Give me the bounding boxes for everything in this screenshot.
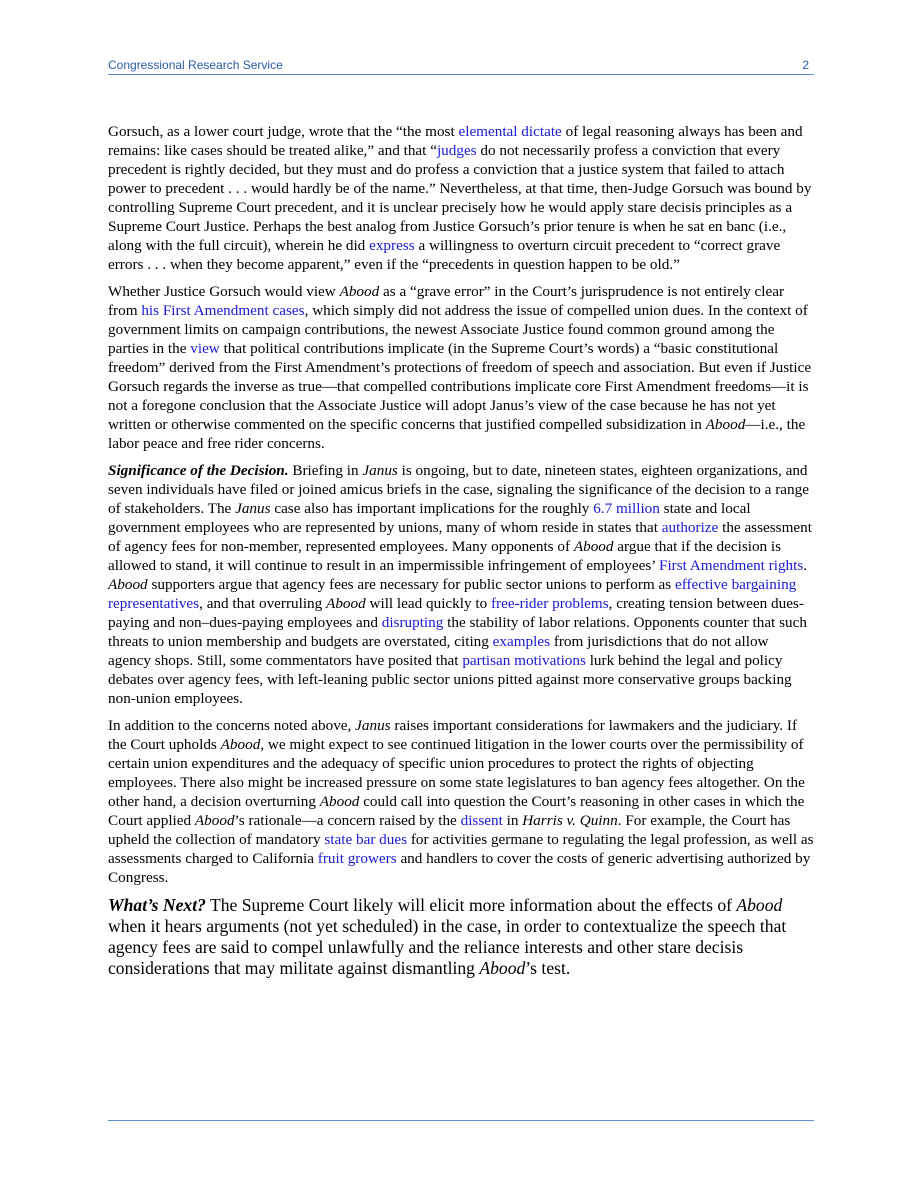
link-examples[interactable]: examples	[492, 633, 551, 650]
paragraph-gorsuch-precedent: Gorsuch, as a lower court judge, wrote that the “the most elemental dictate of legal reasoning always has been and remains: like cases should be treated alike,” and that “judges do not necessarily profess a conviction that every precedent is rightly decided, but they must and do profess a conviction that a justice system that failed to attach power to precedent . . . would hardly be of the name.” Nevertheless, at that time, then-Judge Gorsuch was bound by controlling Supreme Court precedent, and it is unclear precisely how he would apply stare decisis principles as a Supreme Court Justice. Perhaps the best analog from Justice Gorsuch’s prior tenure is when he sat en banc (i.e., along with the full circuit), wherein he did express a willingness to overturn circuit precedent to “correct grave errors . . . when they become apparent,” even if the “precedents in question happen to be old.”	[108, 123, 812, 273]
link-partisan-motivations[interactable]: partisan motivations	[462, 652, 586, 669]
paragraph-considerations: In addition to the concerns noted above, Janus raises important considerations for lawmakers and the judiciary. If the Court upholds Abood, we might expect to see continued litigation in the lower courts over the permissibility of certain union expenditures and the adequacy of specific union procedures to protect the rights of objecting employees. There also might be increased pressure on some state legislatures to ban agency fees altogether. On the other hand, a decision overturning Abood could call into question the Court’s reasoning in other cases in which the Court applied Abood’s rationale—a concern raised by the dissent in Harris v. Quinn. For example, the Court has upheld the collection of mandatory state bar dues for activities germane to regulating the legal profession, as well as assessments charged to California fruit growers and handlers to cover the costs of generic advertising authorized by Congress.	[108, 717, 814, 886]
paragraph-grave-error: Whether Justice Gorsuch would view Abood as a “grave error” in the Court’s jurisprudence is not entirely clear from his First Amendment cases, which simply did not address the issue of compelled union dues. In the context of government limits on campaign contributions, the newest Associate Justice found common ground among the parties in the view that political contributions implicate (in the Supreme Court’s words) a “basic constitutional freedom” derived from the First Amendment’s protections of freedom of speech and association. But even if Justice Gorsuch regards the inverse as true—that compelled contributions implicate core First Amendment freedoms—it is not a foregone conclusion that the Associate Justice will adopt Janus’s view of the case because he has not yet written or otherwise commented on the specific concerns that justified compelled subsidization in Abood—i.e., the labor peace and free rider concerns.	[108, 283, 812, 452]
link-view[interactable]: view	[190, 340, 220, 357]
header-source: Congressional Research Service	[108, 58, 283, 72]
paragraph-significance: Significance of the Decision. Briefing in Janus is ongoing, but to date, nineteen states, eighteen organizations, and seven individuals have filed or joined amicus briefs in the case, signaling the significance of the decision to a range of stakeholders. The Janus case also has important implications for the roughly 6.7 million state and local government employees who are represented by unions, many of whom reside in states that authorize the assessment of agency fees for non-member, represented employees. Many opponents of Abood argue that if the decision is allowed to stand, it will continue to result in an impermissible infringement of employees’ First Amendment rights. Abood supporters argue that agency fees are necessary for public sector unions to perform as effective bargaining representatives, and that overruling Abood will lead quickly to free-rider problems, creating tension between dues-paying and non–dues-paying employees and disrupting the stability of labor relations. Opponents counter that such threats to union membership and budgets are overstated, citing examples from jurisdictions that do not allow agency shops. Still, some commentators have posited that partisan motivations lurk behind the legal and policy debates over agency fees, with left-leaning public sector unions pitted against more conservative groups backing non-union employees.	[108, 462, 812, 707]
page-header	[108, 58, 814, 74]
header-rule	[108, 74, 814, 75]
link-judges[interactable]: judges	[436, 142, 477, 159]
link-first-amendment-cases[interactable]: his First Amendment cases	[141, 302, 305, 319]
link-first-amendment-rights[interactable]: First Amendment rights	[659, 557, 804, 574]
link-free-rider-problems[interactable]: free-rider problems	[490, 595, 609, 612]
section-heading-significance: Significance of the Decision.	[108, 462, 289, 479]
link-6-7-million[interactable]: 6.7 million	[593, 500, 660, 517]
paragraph-whats-next: What’s Next? The Supreme Court likely will elicit more information about the effects of Abood when it hears arguments (not yet scheduled) in the case, in order to contextualize the speech that agency fees are said to compel unlawfully and the reliance interests and other stare decisis considerations that may militate against dismantling Abood’s test.	[108, 895, 787, 978]
link-authorize[interactable]: authorize	[661, 519, 719, 536]
page-number: 2	[802, 58, 809, 72]
section-heading-whats-next: What’s Next?	[108, 895, 206, 915]
link-disrupting[interactable]: disrupting	[381, 614, 444, 631]
link-elemental-dictate[interactable]: elemental dictate	[458, 123, 562, 140]
link-state-bar-dues[interactable]: state bar dues	[324, 831, 408, 848]
link-fruit-growers[interactable]: fruit growers	[317, 850, 397, 867]
document-body	[108, 122, 814, 987]
footer-rule	[108, 1120, 814, 1121]
link-effective-bargaining-representatives[interactable]: effective bargaining representatives	[108, 576, 797, 612]
link-dissent[interactable]: dissent	[460, 812, 503, 829]
link-express[interactable]: express	[369, 237, 415, 254]
